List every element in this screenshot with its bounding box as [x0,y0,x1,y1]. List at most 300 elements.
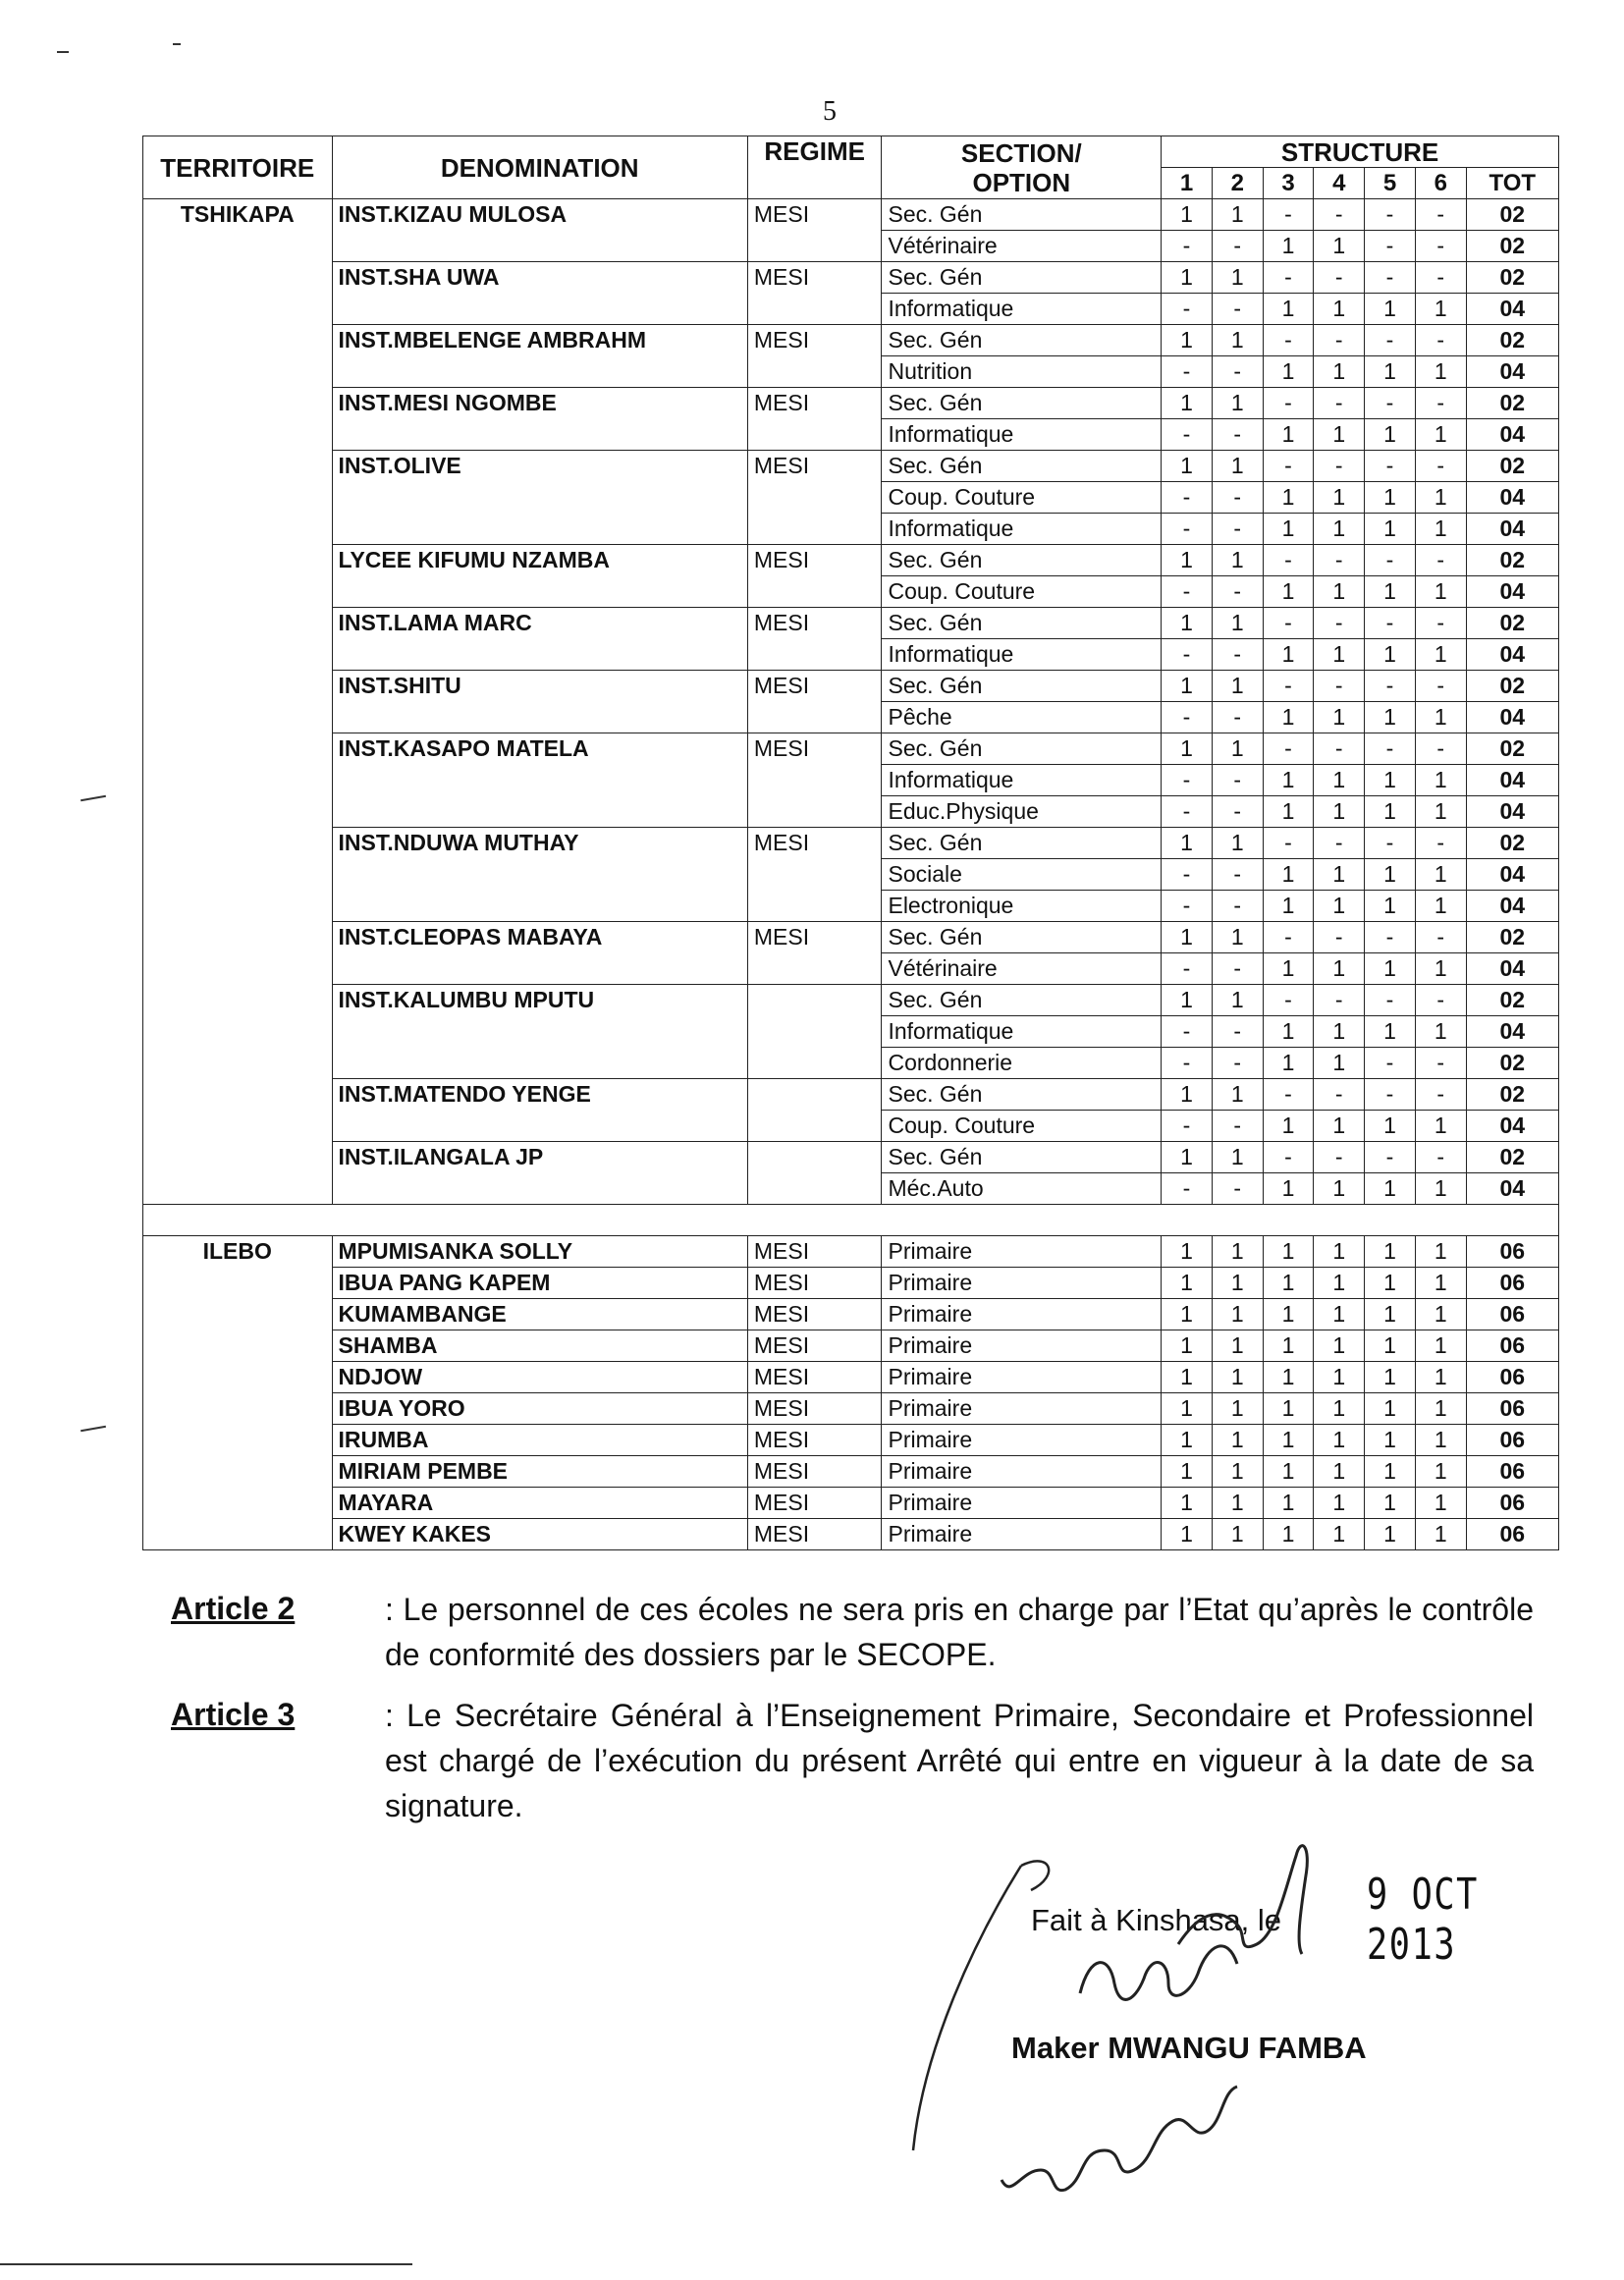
structure-cell: 1 [1162,1236,1213,1268]
structure-cell: 1 [1212,1393,1263,1425]
scan-mark [173,43,181,45]
structure-cell: 1 [1415,356,1466,388]
structure-cell: 1 [1415,576,1466,608]
structure-cell: 1 [1415,1425,1466,1456]
section-cell: Sec. Gén [882,1142,1162,1173]
structure-cell: 1 [1415,702,1466,733]
structure-cell: - [1415,1142,1466,1173]
structure-cell: - [1162,796,1213,828]
structure-cell: - [1263,922,1314,953]
structure-cell: 1 [1415,796,1466,828]
table-row [143,733,1559,765]
structure-cell: 1 [1162,199,1213,231]
structure-cell: - [1314,1142,1365,1173]
structure-cell: 1 [1162,1425,1213,1456]
structure-cell: 1 [1263,482,1314,514]
structure-cell: - [1162,294,1213,325]
section-cell: Sec. Gén [882,733,1162,765]
structure-cell: 1 [1162,325,1213,356]
regime-cell: MESI [747,1393,882,1425]
section-cell: Cordonnerie [882,1048,1162,1079]
table-row [143,1362,1559,1393]
total-cell: 04 [1466,1173,1558,1205]
structure-cell: 1 [1162,262,1213,294]
structure-cell: - [1365,325,1416,356]
denomination-cell: INST.SHA UWA [332,262,747,325]
structure-cell: 1 [1314,576,1365,608]
structure-cell: 1 [1212,1079,1263,1111]
structure-cell: - [1415,985,1466,1016]
structure-cell: - [1314,922,1365,953]
structure-cell: 1 [1212,388,1263,419]
structure-cell: - [1415,1079,1466,1111]
section-cell: Méc.Auto [882,1173,1162,1205]
section-cell: Pêche [882,702,1162,733]
total-cell: 04 [1466,953,1558,985]
structure-cell: 1 [1365,859,1416,891]
structure-cell: 1 [1212,608,1263,639]
structure-cell: - [1365,1142,1416,1173]
table-row [143,262,1559,294]
total-cell: 06 [1466,1519,1558,1550]
structure-cell: - [1365,545,1416,576]
structure-cell: 1 [1314,1016,1365,1048]
structure-cell: 1 [1212,1330,1263,1362]
total-cell: 04 [1466,639,1558,671]
table-row [143,1425,1559,1456]
structure-cell: - [1314,1079,1365,1111]
section-cell: Sec. Gén [882,828,1162,859]
section-cell: Primaire [882,1268,1162,1299]
regime-cell: MESI [747,671,882,733]
structure-cell: - [1212,231,1263,262]
structure-cell: - [1415,545,1466,576]
structure-cell: 1 [1314,1173,1365,1205]
structure-cell: - [1263,828,1314,859]
structure-cell: 1 [1212,1142,1263,1173]
header-regime-label: REGIME [764,136,865,166]
section-cell: Sec. Gén [882,608,1162,639]
structure-cell: - [1162,356,1213,388]
section-cell: Educ.Physique [882,796,1162,828]
section-cell: Sec. Gén [882,671,1162,702]
structure-cell: - [1314,262,1365,294]
denomination-cell: INST.LAMA MARC [332,608,747,671]
total-cell: 02 [1466,325,1558,356]
structure-cell: 1 [1415,1330,1466,1362]
structure-cell: 1 [1415,1268,1466,1299]
structure-cell: - [1212,294,1263,325]
total-cell: 06 [1466,1330,1558,1362]
total-cell: 02 [1466,199,1558,231]
table-row [143,1236,1559,1268]
structure-cell: 1 [1365,1456,1416,1488]
structure-cell: 1 [1263,953,1314,985]
structure-cell: 1 [1263,639,1314,671]
structure-cell: 1 [1314,702,1365,733]
header-col: 5 [1365,168,1416,199]
header-territoire: TERRITOIRE [143,136,333,199]
section-cell: Coup. Couture [882,576,1162,608]
regime-cell [747,985,882,1079]
regime-cell: MESI [747,1362,882,1393]
table-row [143,1456,1559,1488]
structure-cell: - [1263,262,1314,294]
table-row [143,325,1559,356]
structure-cell: - [1212,702,1263,733]
structure-cell: - [1162,514,1213,545]
structure-cell: 1 [1212,1299,1263,1330]
structure-cell: 1 [1162,1299,1213,1330]
section-cell: Primaire [882,1519,1162,1550]
total-cell: 02 [1466,671,1558,702]
structure-cell: 1 [1212,733,1263,765]
section-cell: Sec. Gén [882,451,1162,482]
structure-cell: - [1162,482,1213,514]
structure-cell: 1 [1314,639,1365,671]
section-cell: Sec. Gén [882,545,1162,576]
section-cell: Primaire [882,1236,1162,1268]
regime-cell: MESI [747,545,882,608]
structure-cell: 1 [1263,1456,1314,1488]
structure-cell: 1 [1365,576,1416,608]
structure-cell: - [1415,733,1466,765]
denomination-cell: INST.MATENDO YENGE [332,1079,747,1142]
structure-cell: 1 [1415,1016,1466,1048]
section-cell: Primaire [882,1362,1162,1393]
structure-cell: 1 [1162,608,1213,639]
section-cell: Informatique [882,294,1162,325]
structure-cell: - [1263,608,1314,639]
group-separator [143,1205,1559,1236]
structure-cell: 1 [1365,639,1416,671]
table-row [143,1079,1559,1111]
structure-cell: 1 [1314,356,1365,388]
structure-cell: 1 [1263,1268,1314,1299]
denomination-cell: KWEY KAKES [332,1519,747,1550]
table-row [143,451,1559,482]
denomination-cell: INST.KIZAU MULOSA [332,199,747,262]
header-regime [747,136,882,199]
header-col: 3 [1263,168,1314,199]
scan-mark [57,51,69,53]
structure-cell: 1 [1415,1362,1466,1393]
structure-cell: - [1314,451,1365,482]
structure-cell: 1 [1365,1268,1416,1299]
structure-cell: - [1415,608,1466,639]
structure-cell: 1 [1263,294,1314,325]
total-cell: 04 [1466,891,1558,922]
section-cell: Informatique [882,765,1162,796]
total-cell: 02 [1466,985,1558,1016]
structure-cell: 1 [1365,482,1416,514]
structure-cell: 1 [1415,953,1466,985]
structure-cell: 1 [1365,1362,1416,1393]
denomination-cell: INST.KASAPO MATELA [332,733,747,828]
section-cell: Vétérinaire [882,953,1162,985]
total-cell: 02 [1466,733,1558,765]
structure-cell: 1 [1162,1142,1213,1173]
margin-mark [81,795,106,801]
structure-cell: 1 [1212,671,1263,702]
structure-cell: 1 [1162,671,1213,702]
structure-cell: 1 [1314,1048,1365,1079]
margin-mark [81,1426,106,1432]
denomination-cell: IBUA YORO [332,1393,747,1425]
structure-cell: - [1314,671,1365,702]
structure-cell: - [1365,922,1416,953]
structure-cell: 1 [1365,1393,1416,1425]
section-cell: Nutrition [882,356,1162,388]
structure-cell: 1 [1162,985,1213,1016]
structure-cell: - [1212,1173,1263,1205]
structure-cell: 1 [1263,419,1314,451]
section-cell: Sec. Gén [882,199,1162,231]
total-cell: 02 [1466,545,1558,576]
structure-cell: 1 [1365,419,1416,451]
section-cell: Electronique [882,891,1162,922]
table-row [143,199,1559,231]
structure-cell: 1 [1263,1173,1314,1205]
denomination-cell: INST.ILANGALA JP [332,1142,747,1205]
total-cell: 04 [1466,859,1558,891]
structure-cell: 1 [1365,1299,1416,1330]
section-cell: Informatique [882,639,1162,671]
section-cell: Sec. Gén [882,262,1162,294]
regime-cell: MESI [747,1268,882,1299]
structure-cell: 1 [1415,1456,1466,1488]
structure-cell: - [1212,1111,1263,1142]
structure-cell: - [1263,671,1314,702]
structure-cell: 1 [1314,953,1365,985]
structure-cell: 1 [1162,388,1213,419]
header-col: TOT [1466,168,1558,199]
header-col: 2 [1212,168,1263,199]
structure-cell: 1 [1212,922,1263,953]
section-cell: Primaire [882,1330,1162,1362]
territoire-cell: TSHIKAPA [143,199,333,1205]
structure-cell: - [1365,1079,1416,1111]
section-cell: Sec. Gén [882,922,1162,953]
section-cell: Sociale [882,859,1162,891]
structure-cell: - [1365,985,1416,1016]
structure-cell: 1 [1162,1330,1213,1362]
structure-cell: 1 [1212,325,1263,356]
structure-cell: 1 [1212,199,1263,231]
table-row [143,545,1559,576]
regime-cell: MESI [747,608,882,671]
structure-cell: - [1263,199,1314,231]
structure-cell: 1 [1212,1236,1263,1268]
structure-cell: 1 [1365,953,1416,985]
structure-cell: 1 [1415,514,1466,545]
structure-cell: 1 [1314,1111,1365,1142]
structure-cell: 1 [1263,1016,1314,1048]
regime-cell: MESI [747,733,882,828]
table-row [143,608,1559,639]
structure-cell: - [1263,1079,1314,1111]
total-cell: 02 [1466,1079,1558,1111]
handwritten-signature [884,1826,1591,2258]
structure-cell: - [1415,922,1466,953]
structure-cell: 1 [1212,1268,1263,1299]
denomination-cell: INST.MESI NGOMBE [332,388,747,451]
regime-cell [747,1079,882,1142]
regime-cell: MESI [747,325,882,388]
structure-cell: 1 [1162,545,1213,576]
regime-cell: MESI [747,828,882,922]
table-row [143,1268,1559,1299]
structure-cell: 1 [1314,419,1365,451]
denomination-cell: MPUMISANKA SOLLY [332,1236,747,1268]
table-row [143,388,1559,419]
structure-cell: 1 [1212,828,1263,859]
place-line: Fait à Kinshasa, le [1031,1903,1282,1937]
regime-cell: MESI [747,1519,882,1550]
total-cell: 06 [1466,1268,1558,1299]
structure-cell: 1 [1314,1362,1365,1393]
structure-cell: 1 [1314,1488,1365,1519]
article-3-text: : Le Secrétaire Général à l’Enseignement Primaire, Secondaire et Professionnel est chargé de l’exécution du présent Arrêté qui entre en vigueur à la date de sa signature. [385,1698,1534,1823]
structure-cell: 1 [1263,1299,1314,1330]
article-2-label: Article 2 [171,1591,296,1626]
structure-cell: - [1162,953,1213,985]
structure-cell: 1 [1263,1111,1314,1142]
structure-cell: 1 [1365,1330,1416,1362]
regime-cell: MESI [747,451,882,545]
table-row [143,1488,1559,1519]
denomination-cell: MIRIAM PEMBE [332,1456,747,1488]
article-2-text: : Le personnel de ces écoles ne sera pris en charge par l’Etat qu’après le contrôle de conformité des dossiers par le SECOPE. [385,1592,1534,1672]
schools-table [142,136,1559,1550]
total-cell: 02 [1466,922,1558,953]
total-cell: 04 [1466,702,1558,733]
regime-cell: MESI [747,199,882,262]
structure-cell: 1 [1162,1456,1213,1488]
structure-cell: 1 [1415,1299,1466,1330]
total-cell: 06 [1466,1362,1558,1393]
total-cell: 02 [1466,828,1558,859]
structure-cell: - [1365,388,1416,419]
section-cell: Sec. Gén [882,325,1162,356]
structure-cell: 1 [1212,985,1263,1016]
total-cell: 02 [1466,262,1558,294]
structure-cell: 1 [1162,1268,1213,1299]
structure-cell: - [1365,828,1416,859]
structure-cell: 1 [1314,482,1365,514]
structure-cell: 1 [1263,1393,1314,1425]
structure-cell: - [1212,639,1263,671]
table-row [143,1142,1559,1173]
structure-cell: 1 [1415,1488,1466,1519]
structure-cell: - [1263,733,1314,765]
structure-cell: - [1162,702,1213,733]
structure-cell: 1 [1263,1048,1314,1079]
structure-cell: 1 [1365,1016,1416,1048]
structure-cell: 1 [1415,419,1466,451]
structure-cell: - [1415,388,1466,419]
total-cell: 06 [1466,1425,1558,1456]
denomination-cell: INST.SHITU [332,671,747,733]
regime-cell: MESI [747,1488,882,1519]
section-cell: Primaire [882,1425,1162,1456]
structure-cell: - [1212,514,1263,545]
regime-cell: MESI [747,922,882,985]
structure-cell: - [1415,671,1466,702]
total-cell: 04 [1466,419,1558,451]
structure-cell: - [1162,1048,1213,1079]
total-cell: 04 [1466,356,1558,388]
structure-cell: 1 [1314,1236,1365,1268]
structure-cell: 1 [1365,514,1416,545]
header-structure: STRUCTURE [1162,136,1559,168]
regime-cell [747,1142,882,1205]
total-cell: 04 [1466,765,1558,796]
structure-cell: 1 [1212,262,1263,294]
structure-cell: 1 [1365,294,1416,325]
structure-cell: 1 [1314,1299,1365,1330]
structure-cell: 1 [1314,294,1365,325]
header-section-line1: SECTION/ [960,137,1082,168]
structure-cell: - [1365,231,1416,262]
structure-cell: 1 [1314,1519,1365,1550]
section-cell: Coup. Couture [882,1111,1162,1142]
structure-cell: 1 [1263,1425,1314,1456]
structure-cell: 1 [1314,796,1365,828]
structure-cell: 1 [1415,294,1466,325]
structure-cell: 1 [1212,451,1263,482]
structure-cell: 1 [1314,859,1365,891]
structure-cell: - [1263,388,1314,419]
structure-cell: 1 [1365,765,1416,796]
structure-cell: 1 [1415,1236,1466,1268]
structure-cell: - [1263,451,1314,482]
structure-cell: - [1162,1016,1213,1048]
separator-cell [143,1205,1559,1236]
total-cell: 02 [1466,1142,1558,1173]
structure-cell: - [1162,1173,1213,1205]
structure-cell: - [1314,733,1365,765]
regime-cell: MESI [747,1425,882,1456]
structure-cell: - [1263,325,1314,356]
section-cell: Primaire [882,1299,1162,1330]
structure-cell: - [1415,1048,1466,1079]
denomination-cell: INST.NDUWA MUTHAY [332,828,747,922]
structure-cell: 1 [1365,891,1416,922]
structure-cell: 1 [1314,1393,1365,1425]
total-cell: 06 [1466,1488,1558,1519]
structure-cell: 1 [1212,1362,1263,1393]
denomination-cell: SHAMBA [332,1330,747,1362]
structure-cell: - [1314,985,1365,1016]
article-3-label: Article 3 [171,1697,296,1732]
structure-cell: - [1212,1048,1263,1079]
structure-cell: - [1212,482,1263,514]
structure-cell: 1 [1212,1519,1263,1550]
structure-cell: 1 [1212,1488,1263,1519]
section-cell: Sec. Gén [882,388,1162,419]
structure-cell: 1 [1365,702,1416,733]
structure-cell: - [1365,671,1416,702]
structure-cell: 1 [1162,1362,1213,1393]
denomination-cell: INST.MBELENGE AMBRAHM [332,325,747,388]
structure-cell: 1 [1314,1456,1365,1488]
header-col: 6 [1415,168,1466,199]
structure-cell: 1 [1314,1268,1365,1299]
structure-cell: 1 [1415,639,1466,671]
structure-cell: 1 [1415,765,1466,796]
structure-cell: 1 [1263,859,1314,891]
